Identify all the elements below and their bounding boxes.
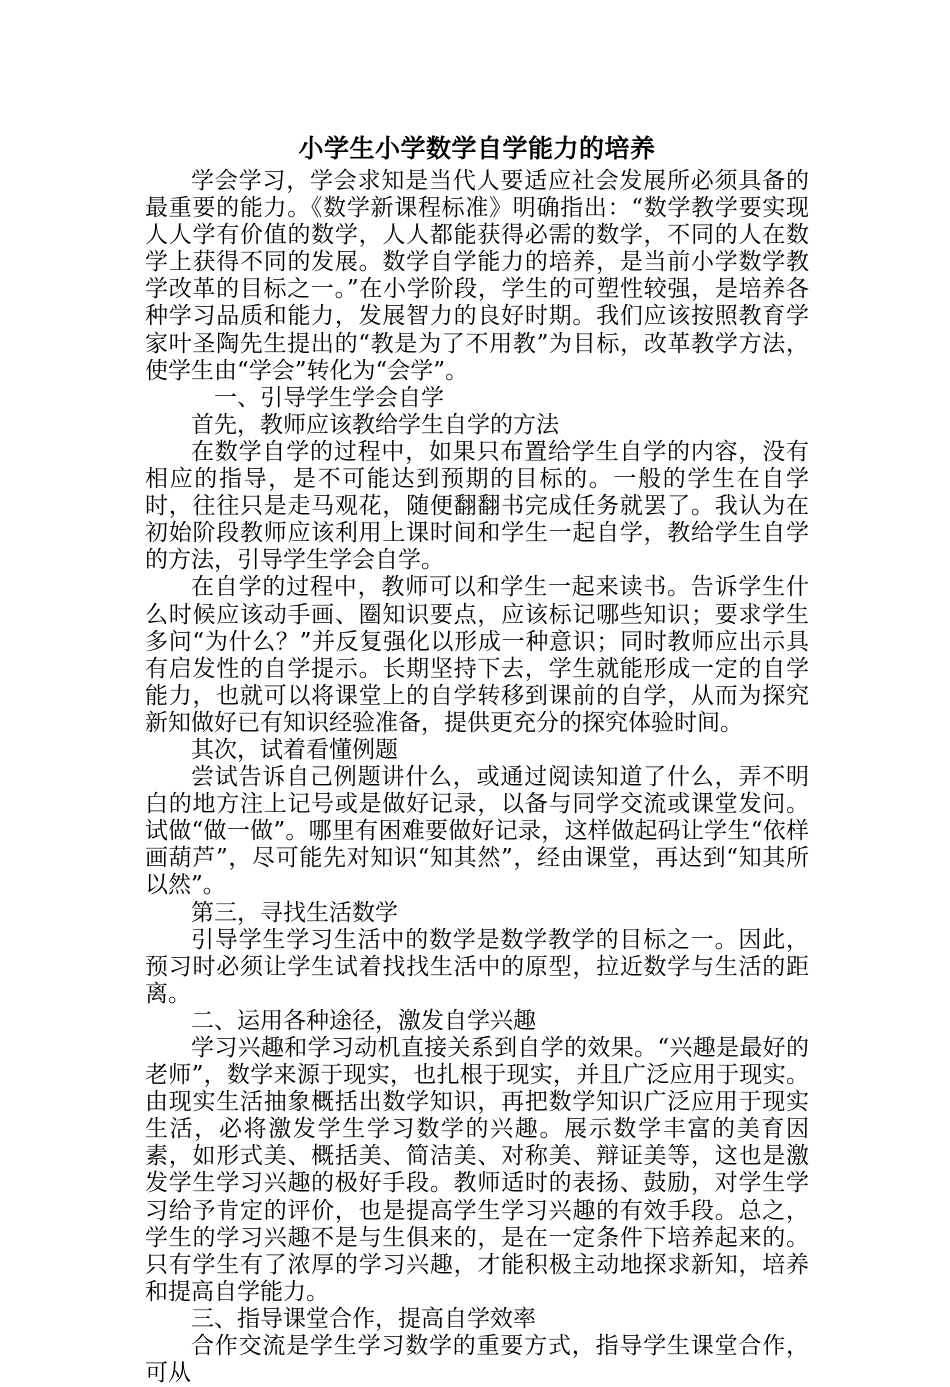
- section-heading-1: 一、引导学生学会自学: [214, 384, 444, 411]
- paragraph: 在数学自学的过程中，如果只布置给学生自学的内容，没有相应的指导，是不可能达到预期的目标的。一般的学生在自学时，往往只是走马观花，随便翻翻书完成任务就罢了。我认为在初始阶段教师应该利用上课时间和学生一起自学，教给学生自学的方法，引导学生学会自学。: [145, 438, 809, 574]
- section-heading-2: 二、运用各种途径，激发自学兴趣: [191, 1007, 536, 1034]
- paragraph: 引导学生学习生活中的数学是数学教学的目标之一。因此，预习时必须让学生试着找找生活中的原型，拉近数学与生活的距离。: [145, 926, 809, 1007]
- subsection-heading-second: 其次，试着看懂例题: [191, 736, 398, 763]
- paragraph: 在自学的过程中，教师可以和学生一起来读书。告诉学生什么时候应该动手画、圈知识要点，应该标记哪些知识；要求学生多问“为什么？”并反复强化以形成一种意识；同时教师应出示具有启发性的自学提示。长期坚持下去，学生就能形成一定的自学能力，也就可以将课堂上的自学转移到课前的自学，从而为探究新知做好已有知识经验准备，提供更充分的探究体验时间。: [145, 574, 809, 736]
- paragraph: 学习兴趣和学习动机直接关系到自学的效果。“兴趣是最好的老师”，数学来源于现实，也扎根于现实，并且广泛应用于现实。由现实生活抽象概括出数学知识，再把数学知识广泛应用于现实生活，必将激发学生学习数学的兴趣。展示数学丰富的美育因素，如形式美、概括美、简洁美、对称美、辩证美等，这也是激发学生学习兴趣的极好手段。教师适时的表扬、鼓励，对学生学习给予肯定的评价，也是提高学生学习兴趣的有效手段。总之，学生的学习兴趣不是与生俱来的，是在一定条件下培养起来的。只有学生有了浓厚的学习兴趣，才能积极主动地探求新知，培养和提高自学能力。: [145, 1035, 809, 1305]
- paragraph-intro: 学会学习，学会求知是当代人要适应社会发展所必须具备的最重要的能力。《数学新课程标准》明确指出：“数学教学要实现人人学有价值的数学，人人都能获得必需的数学，不同的人在数学上获得不同的发展。数学自学能力的培养，是当前小学数学教学改革的目标之一。”在小学阶段，学生的可塑性较强，是培养各种学习品质和能力，发展智力的良好时期。我们应该按照教育学家叶圣陶先生提出的“教是为了不用教”为目标，改革教学方法，使学生由“学会”转化为“会学”。: [145, 168, 809, 384]
- subsection-heading-first: 首先，教师应该教给学生自学的方法: [191, 411, 559, 438]
- subsection-heading-third: 第三，寻找生活数学: [191, 899, 398, 926]
- paragraph: 合作交流是学生学习数学的重要方式，指导学生课堂合作，可从: [145, 1333, 809, 1387]
- section-heading-3: 三、指导课堂合作，提高自学效率: [191, 1305, 536, 1332]
- document-body: [145, 132, 809, 1387]
- document-title: 小学生小学数学自学能力的培养: [298, 134, 656, 163]
- paragraph: 尝试告诉自己例题讲什么，或通过阅读知道了什么，弄不明白的地方注上记号或是做好记录，以备与同学交流或课堂发问。试做“做一做”。哪里有困难要做好记录，这样做起码让学生“依样画葫芦”，尽可能先对知识“知其然”，经由课堂，再达到“知其所以然”。: [145, 764, 809, 899]
